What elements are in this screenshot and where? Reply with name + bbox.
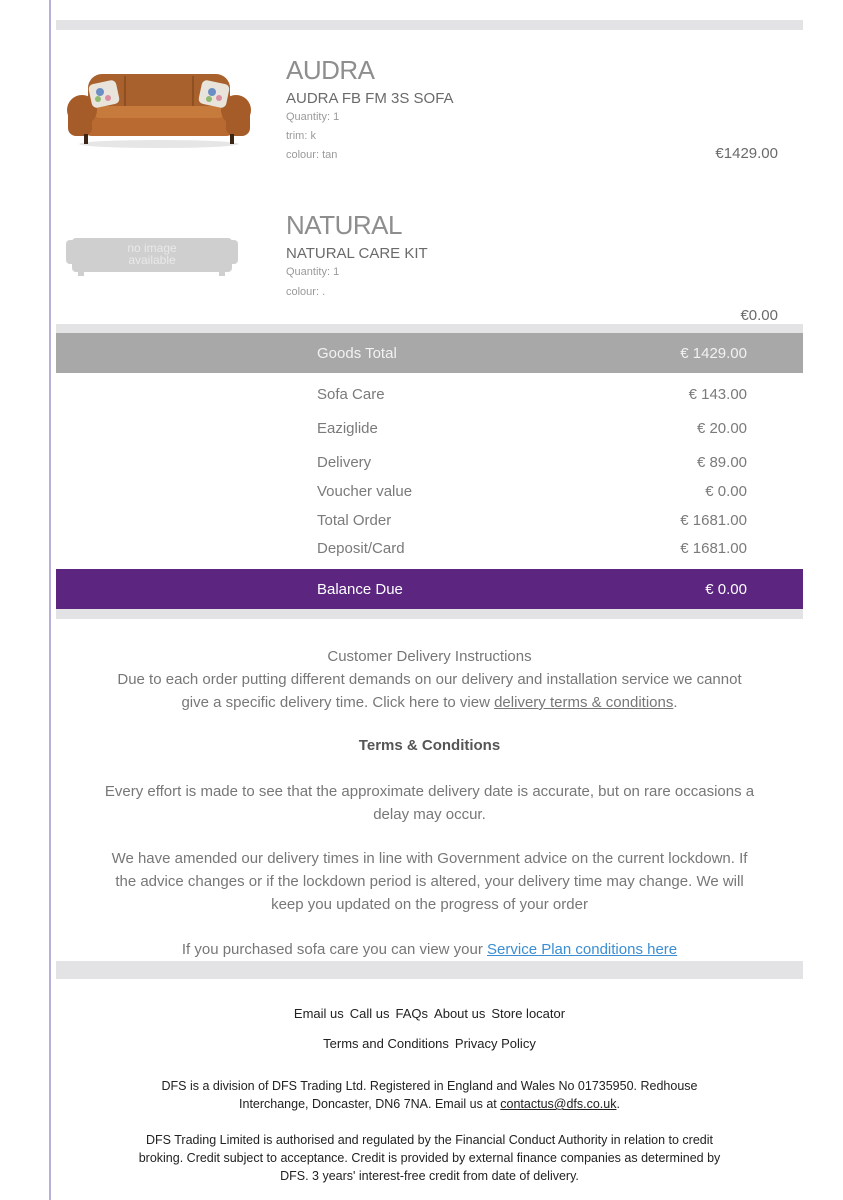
row-value: € 1681.00 [680, 540, 747, 557]
email-content [56, 0, 803, 1200]
company-line-2 [56, 1095, 803, 1113]
delivery-line-1: Due to each order putting different demands on our delivery and installation service we cannot [117, 671, 742, 688]
fca-info [56, 1131, 803, 1185]
totals-row-total-order [56, 512, 803, 534]
delivery-line-2 [56, 691, 803, 714]
terms-title: Terms & Conditions [358, 737, 501, 754]
contact-email-link[interactable]: contactus@dfs.co.uk [500, 1097, 617, 1111]
row-label: Voucher value [317, 483, 413, 500]
no-image-text-2: available [128, 253, 176, 267]
company-line-1: DFS is a division of DFS Trading Ltd. Registered in England and Wales No 01735950. Redhouse [161, 1079, 698, 1093]
company-line-2-prefix: Interchange, Doncaster, DN6 7NA. Email us at [239, 1097, 501, 1111]
delivery-title: Customer Delivery Instructions [327, 648, 532, 665]
item-quantity: Quantity: 1 [286, 266, 340, 278]
totals-row-sofa-care [56, 386, 803, 408]
totals-row-voucher [56, 483, 803, 505]
terms-p2-line-1: We have amended our delivery times in line with Government advice on the current lockdown. If [111, 850, 748, 867]
footer-link-about[interactable]: About us [434, 1006, 486, 1021]
sofa-care-line [56, 938, 803, 961]
delivery-terms-link[interactable]: delivery terms & conditions [494, 694, 674, 711]
row-label: Eaziglide [317, 420, 378, 437]
footer-link-email[interactable]: Email us [293, 1006, 344, 1021]
footer-link-privacy[interactable]: Privacy Policy [454, 1036, 536, 1051]
totals-row-delivery [56, 454, 803, 476]
tan-sofa-image [64, 68, 254, 150]
footer-divider [56, 961, 803, 979]
terms-p2-line-3: keep you updated on the progress of your order [271, 896, 588, 913]
item-brand: NATURAL [286, 210, 402, 240]
item-colour: colour: tan [286, 149, 338, 161]
balance-due-label: Balance Due [317, 581, 403, 598]
row-label: Deposit/Card [317, 540, 405, 557]
terms-paragraph-1 [56, 780, 803, 826]
row-value: € 1681.00 [680, 512, 747, 529]
no-image-placeholder [64, 232, 239, 278]
fca-line-3: DFS. 3 years' interest-free credit from date of delivery. [280, 1169, 579, 1183]
item-price: €1429.00 [715, 145, 778, 162]
footer-link-faqs[interactable]: FAQs [395, 1006, 429, 1021]
delivery-line-2-prefix: give a specific delivery time. Click here to view [181, 694, 495, 711]
order-item-natural [56, 170, 803, 330]
totals-row-deposit [56, 540, 803, 562]
no-image-text-1: no image [127, 241, 177, 255]
company-info [56, 1077, 803, 1113]
totals-row-eaziglide [56, 420, 803, 442]
item-brand: AUDRA [286, 55, 375, 85]
balance-bottom-divider [56, 609, 803, 619]
footer-link-terms[interactable]: Terms and Conditions [323, 1036, 449, 1051]
row-label: Total Order [317, 512, 392, 529]
delivery-instructions [56, 645, 803, 714]
row-label: Delivery [317, 454, 372, 471]
fca-line-1: DFS Trading Limited is authorised and regulated by the Financial Conduct Authority in relation to credit [146, 1133, 713, 1147]
item-trim: trim: k [286, 130, 316, 142]
order-item-audra [56, 0, 803, 170]
footer-link-call[interactable]: Call us [349, 1006, 390, 1021]
row-label: Sofa Care [317, 386, 385, 403]
row-value: € 143.00 [688, 386, 747, 403]
terms-paragraph-2 [56, 847, 803, 916]
item-name: AUDRA FB FM 3S SOFA [286, 90, 454, 107]
totals-top-divider [56, 324, 803, 333]
item-price: €0.00 [740, 307, 778, 324]
item-colour: colour: . [286, 286, 326, 298]
footer-link-store-locator[interactable]: Store locator [491, 1006, 566, 1021]
balance-due-value: € 0.00 [705, 581, 747, 598]
terms-p1-line-2: delay may occur. [373, 806, 486, 823]
sofa-care-prefix: If you purchased sofa care you can view your [181, 941, 488, 958]
service-plan-link[interactable]: Service Plan conditions here [487, 941, 678, 958]
goods-total-bar [56, 333, 803, 373]
company-line-2-suffix: . [616, 1097, 620, 1111]
delivery-line-2-suffix: . [673, 694, 678, 711]
fca-line-2: broking. Credit subject to acceptance. Credit is provided by external finance companies as determined by [138, 1151, 721, 1165]
footer-links-row-1 [56, 1006, 803, 1021]
footer-links-row-2 [56, 1036, 803, 1051]
terms-p2-line-2: the advice changes or if the lockdown period is altered, your delivery time may change. We will [115, 873, 744, 890]
row-value: € 20.00 [696, 420, 747, 437]
item-name: NATURAL CARE KIT [286, 245, 428, 262]
goods-total-label: Goods Total [317, 345, 397, 362]
goods-total-value: € 1429.00 [680, 345, 747, 362]
left-border-rule [49, 0, 51, 1200]
terms-p1-line-1: Every effort is made to see that the approximate delivery date is accurate, but on rare occasions a [104, 783, 755, 800]
item-quantity: Quantity: 1 [286, 111, 340, 123]
balance-due-bar [56, 569, 803, 609]
row-value: € 89.00 [696, 454, 747, 471]
row-value: € 0.00 [705, 483, 747, 500]
